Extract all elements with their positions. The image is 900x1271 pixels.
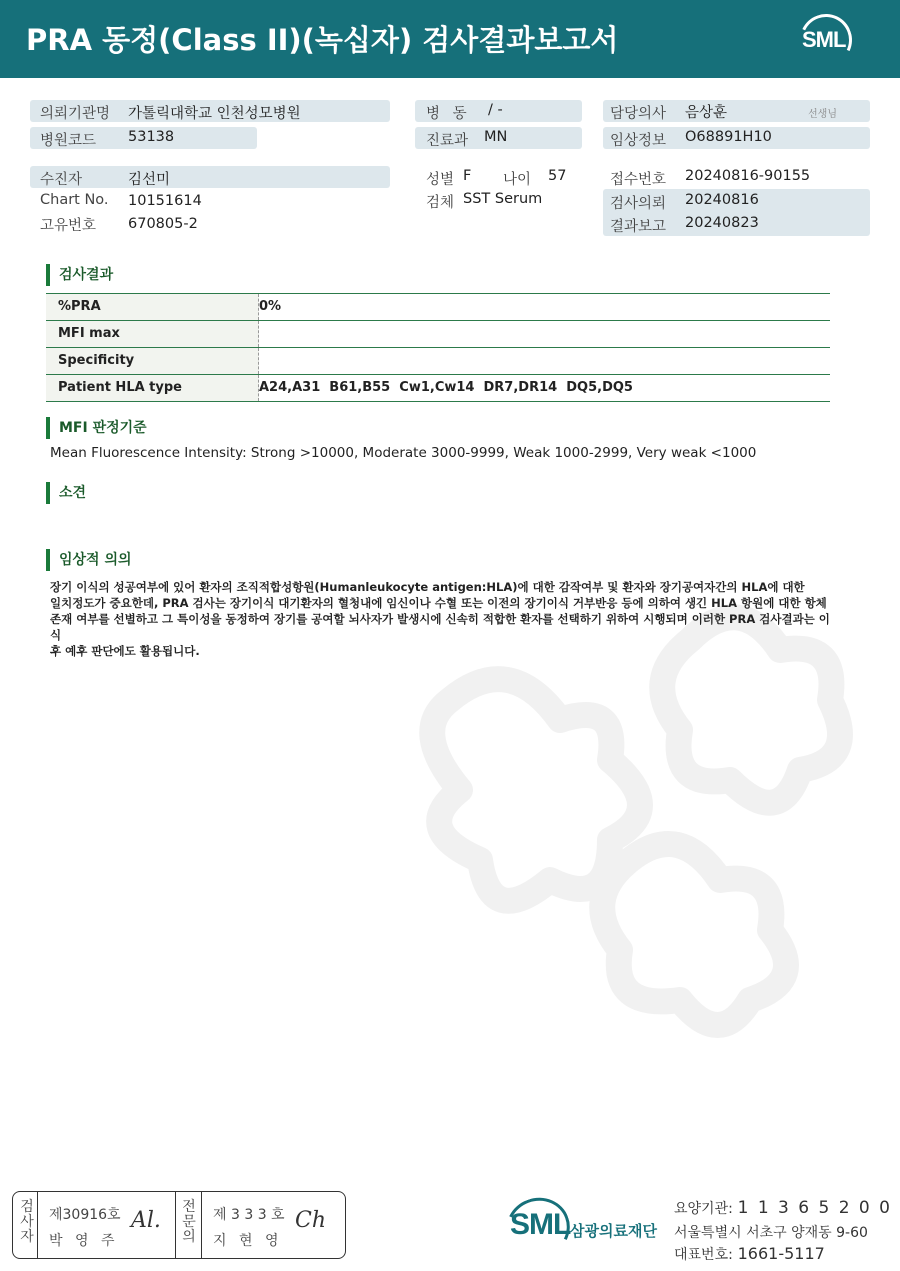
doctor-value: 음상훈 — [685, 105, 728, 121]
clinical-section-title: 임상적 의의 — [46, 549, 132, 571]
specimen-label: 검체 — [426, 195, 455, 211]
org-phone: 1661-5117 — [737, 1244, 825, 1263]
doctor-label: 담당의사 — [610, 106, 667, 122]
receipt-label: 접수번호 — [610, 172, 667, 188]
mfi-section-title: MFI 판정기준 — [46, 417, 147, 439]
inspector-signature: Al. — [131, 1208, 161, 1233]
inspector-license-no: 제30916호 — [49, 1207, 121, 1223]
clinical-significance-text: 장기 이식의 성공여부에 있어 환자의 조직적합성항원(Humanleukocyte antigen:HLA)에 대한 감작여부 및 환자와 장기공여자간의 HLA에 대한 일치정도가 중요한데, PRA 검사는 장기이식 대기환자의 혈청내에 임신이나 수혈 또는 이전의 장기이식 거부반응 등에 의하여 생긴 HLA 항원에 대한 항체 존재 여부를 선별하고 그 특이성을 동정하여 장기를 공여할 뇌사자가 발생시에 신속히 적합한 환자를 선택하기 위하여 시행되며 이러한 PRA 검사결과는 이식 후 예후 판단에도 활용됩니다. — [50, 580, 830, 658]
sex-label: 성별 — [426, 172, 455, 188]
result-row-specificity — [46, 348, 830, 375]
uid-value: 670805-2 — [128, 216, 198, 232]
ward-label: 병 동 — [426, 106, 471, 122]
patient-value: 김선미 — [128, 172, 171, 188]
result-label: Specificity — [46, 348, 259, 374]
results-section-title: 검사결과 — [46, 264, 113, 286]
result-row-mfi-max — [46, 321, 830, 348]
specimen-value: SST Serum — [463, 191, 543, 207]
opinion-section-title: 소견 — [46, 482, 86, 504]
report-label: 결과보고 — [610, 219, 667, 235]
patient-pill — [30, 166, 390, 188]
result-row-pra — [46, 294, 830, 321]
sex-value: F — [463, 168, 472, 184]
chart-value: 10151614 — [128, 193, 202, 209]
receipt-value: 20240816-90155 — [685, 168, 811, 184]
uid-label: 고유번호 — [40, 218, 97, 234]
org-code: 1 1 3 6 5 2 0 0 — [737, 1198, 892, 1218]
specialist-name: 지 현 영 — [213, 1233, 283, 1249]
results-table — [46, 293, 830, 402]
clinical-info-value: O68891H10 — [685, 129, 772, 145]
age-value: 57 — [548, 168, 567, 184]
org-logo: SML 삼광의료재단 — [510, 1198, 670, 1258]
ward-value: / - — [488, 102, 503, 118]
inspector-label: 검 사 자 — [20, 1199, 34, 1245]
clinical-info-label: 임상정보 — [610, 133, 667, 149]
org-address: 서울특별시 서초구 양재동 9-60 — [674, 1225, 868, 1241]
hospital-value: 가톨릭대학교 인천성모병원 — [128, 106, 301, 122]
result-label: %PRA — [46, 294, 259, 320]
hospital-label: 의뢰기관명 — [40, 106, 111, 122]
mfi-criteria-text: Mean Fluorescence Intensity: Strong >10000, Moderate 3000-9999, Weak 1000-2999, Very weak <1000 — [50, 445, 757, 461]
result-row-hla-type — [46, 375, 830, 402]
inspector-name: 박 영 주 — [49, 1233, 119, 1249]
hospital-code-value: 53138 — [128, 129, 175, 145]
page-title: PRA 동정(Class II)(녹십자) 검사결과보고서 — [26, 23, 619, 57]
dept-label: 진료과 — [426, 133, 469, 149]
patient-label: 수진자 — [40, 172, 83, 188]
result-value: A24,A31 B61,B55 Cw1,Cw14 DR7,DR14 DQ5,DQ5 — [259, 380, 633, 395]
specialist-license-no: 제 3 3 3 호 — [213, 1207, 285, 1223]
org-name: 삼광의료재단 — [570, 1222, 657, 1240]
signature-box — [12, 1191, 346, 1259]
doctor-suffix: 선생님 — [808, 109, 837, 120]
request-value: 20240816 — [685, 192, 759, 208]
result-label: MFI max — [46, 321, 259, 347]
org-phone-line: 대표번호: 1661-5117 — [674, 1244, 825, 1263]
sml-logo: SML — [796, 14, 856, 64]
result-value: 0% — [259, 299, 282, 314]
hospital-code-label: 병원코드 — [40, 133, 97, 149]
specialist-signature: Ch — [295, 1208, 327, 1233]
report-value: 20240823 — [685, 215, 759, 231]
age-label: 나이 — [503, 172, 532, 188]
org-code-line: 요양기관: 1 1 3 6 5 2 0 0 — [674, 1198, 892, 1218]
specialist-label: 전 문 의 — [182, 1199, 196, 1245]
chart-label: Chart No. — [40, 192, 109, 208]
request-label: 검사의뢰 — [610, 196, 667, 212]
dept-value: MN — [484, 129, 508, 145]
result-label: Patient HLA type — [46, 375, 259, 401]
